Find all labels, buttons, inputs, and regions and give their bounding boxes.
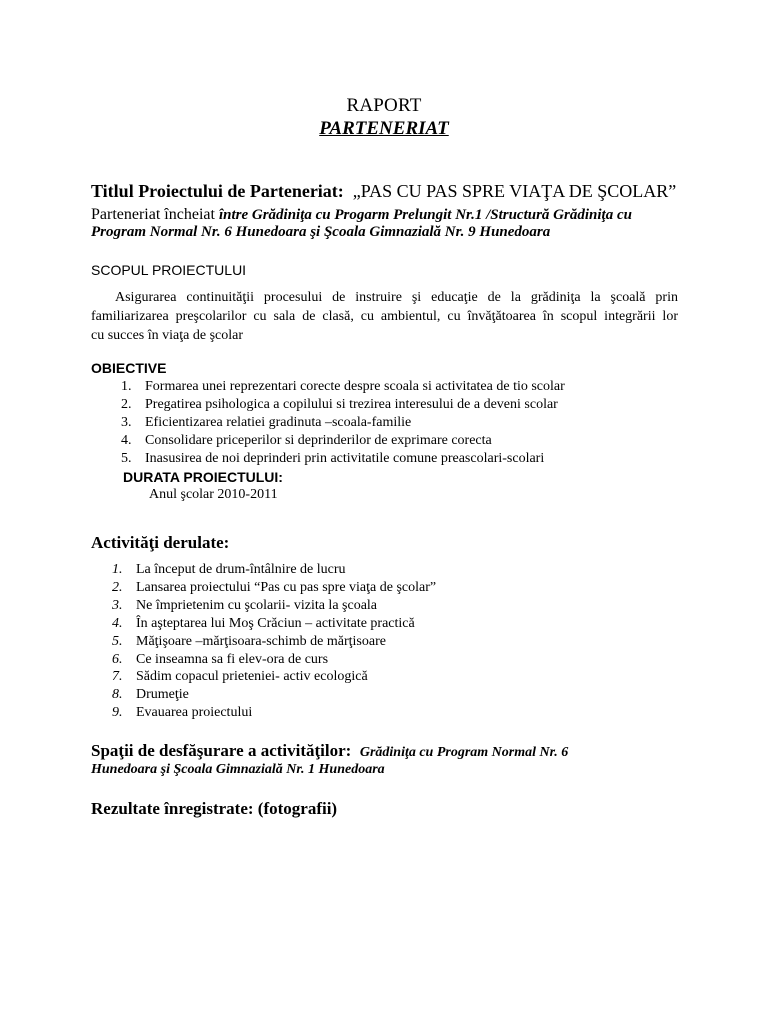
obiectiv-number: 2. <box>121 397 132 412</box>
obiectiv-number: 4. <box>121 433 132 448</box>
activitate-number: 4. <box>112 616 123 631</box>
obiectiv-number: 5. <box>121 451 132 466</box>
activitate-text: Lansarea proiectului “Pas cu pas spre viaţa de şcolar” <box>136 580 437 595</box>
activitate-item <box>112 652 328 668</box>
activitate-number: 1. <box>112 562 123 577</box>
obiective-heading: OBIECTIVE <box>91 360 167 376</box>
agreement-partners-1: între Grădiniţa cu Progarm Prelungit Nr.1 /Structură Grădiniţa cu <box>218 207 632 223</box>
scop-paragraph <box>91 288 678 345</box>
obiectiv-text: Formarea unei reprezentari corecte despre scoala si activitatea de tio scolar <box>145 379 565 394</box>
obiectiv-number: 1. <box>121 379 132 394</box>
activitati-heading: Activităţi derulate: <box>91 533 230 552</box>
activitate-text: Ce inseamna sa fi elev-ora de curs <box>136 652 329 667</box>
activitate-item <box>112 687 189 703</box>
obiectiv-number: 3. <box>121 415 132 430</box>
activitate-number: 6. <box>112 652 123 667</box>
scop-heading: SCOPUL PROIECTULUI <box>91 262 247 278</box>
spatii-label: Spaţii de desfăşurare a activităţilor: <box>91 741 352 760</box>
obiectiv-item <box>121 397 558 413</box>
scop-line-3: cu succes în viaţa de şcolar <box>91 328 243 343</box>
activitate-number: 3. <box>112 598 123 613</box>
obiectiv-item <box>121 451 544 467</box>
activitate-text: Sădim copacul prieteniei- activ ecologică <box>136 669 368 684</box>
durata-heading: DURATA PROIECTULUI: <box>123 469 283 485</box>
agreement-prefix: Parteneriat încheiat <box>91 206 215 223</box>
document-title: RAPORT <box>346 95 422 116</box>
obiectiv-text: Eficientizarea relatiei gradinuta –scoala-familie <box>145 415 412 430</box>
obiectiv-item <box>121 433 492 449</box>
activitate-item <box>112 705 252 721</box>
scop-line-1: Asigurarea continuităţii procesului de instruire şi educaţie de la grădiniţa la şcoală prin <box>115 290 678 305</box>
project-title-line <box>91 181 676 202</box>
scop-line-2: familiarizarea preşcolarilor cu sala de clasă, cu ambientul, cu învăţătoarea în scopul integrării lor <box>91 309 678 324</box>
obiectiv-text: Inasusirea de noi deprinderi prin activitatile comune preascolari-scolari <box>145 451 545 466</box>
activitate-item <box>112 562 346 578</box>
activitate-text: Măţişoare –mărţisoara-schimb de mărţisoare <box>136 634 386 649</box>
obiectiv-text: Consolidare priceperilor si deprinderilor de exprimare corecta <box>145 433 492 448</box>
obiectiv-item <box>121 379 565 395</box>
spatii-line-1 <box>91 741 568 761</box>
agreement-line-2: Program Normal Nr. 6 Hunedoara şi Şcoala Gimnazială Nr. 9 Hunedoara <box>91 224 551 240</box>
activitate-number: 5. <box>112 634 123 649</box>
activitate-item <box>112 634 386 650</box>
spatii-location-2: Hunedoara şi Şcoala Gimnazială Nr. 1 Hunedoara <box>91 762 385 777</box>
activitate-item <box>112 598 377 614</box>
activitate-text: La început de drum-întâlnire de lucru <box>136 562 346 577</box>
activitate-text: Ne împrietenim cu şcolarii- vizita la şcoala <box>136 598 378 613</box>
rezultate-heading: Rezultate înregistrate: (fotografii) <box>91 799 338 818</box>
document-subtitle: PARTENERIAT <box>319 118 449 139</box>
activitate-number: 9. <box>112 705 123 720</box>
agreement-line-1 <box>91 206 632 224</box>
durata-value: Anul şcolar 2010-2011 <box>149 487 278 502</box>
activitate-text: Drumeţie <box>136 687 189 702</box>
activitate-number: 8. <box>112 687 123 702</box>
project-title-label: Titlul Proiectului de Parteneriat: <box>91 181 344 201</box>
activitate-text: În aşteptarea lui Moş Crăciun – activitate practică <box>136 616 415 631</box>
activitate-text: Evauarea proiectului <box>136 705 253 720</box>
activitate-item <box>112 669 368 685</box>
spatii-location-1: Grădiniţa cu Program Normal Nr. 6 <box>359 745 569 760</box>
activitate-number: 7. <box>112 669 123 684</box>
obiectiv-text: Pregatirea psihologica a copilului si trezirea interesului de a deveni scolar <box>145 397 558 412</box>
activitate-item <box>112 580 436 596</box>
project-name: „PAS CU PAS SPRE VIAŢA DE ŞCOLAR” <box>352 181 677 201</box>
activitate-item <box>112 616 415 632</box>
obiectiv-item <box>121 415 411 431</box>
activitate-number: 2. <box>112 580 123 595</box>
